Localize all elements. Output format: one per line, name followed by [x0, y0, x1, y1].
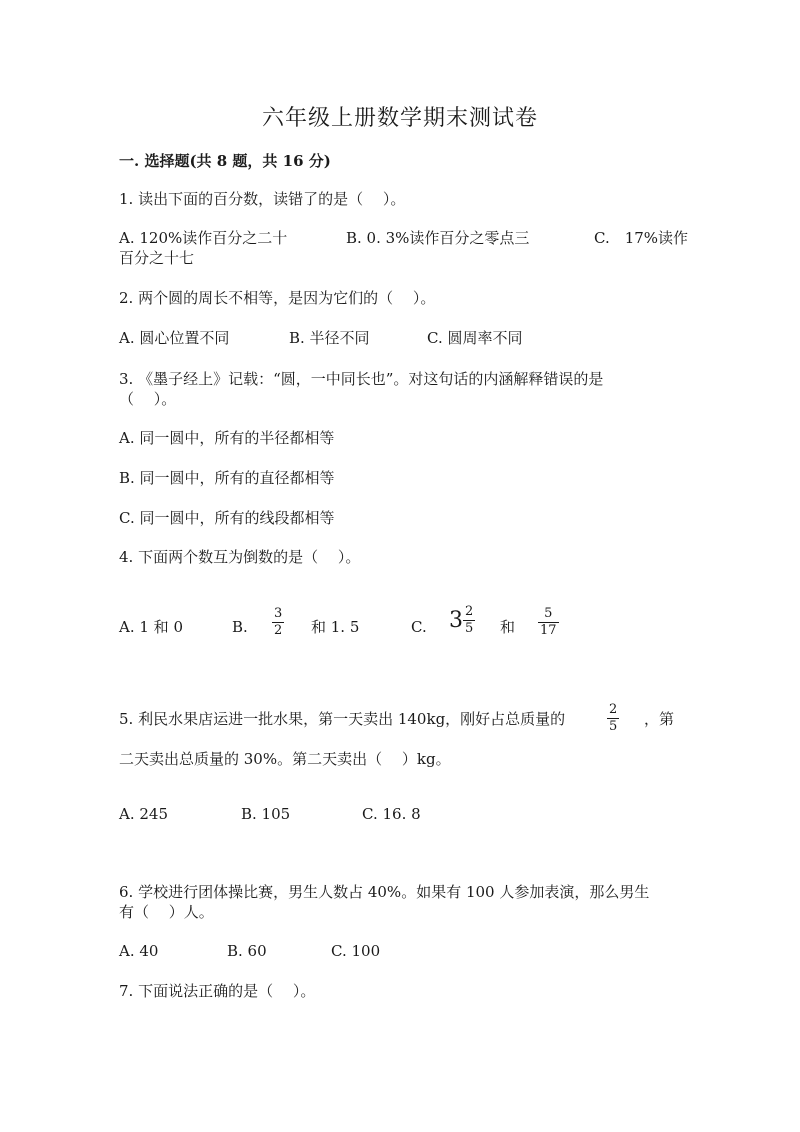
question-3-stem-line-2: （ ）。	[119, 390, 177, 408]
question-1-stem: 1. 读出下面的百分数，读错了的是（ ）。	[119, 190, 406, 208]
question-4-option-c-label: C.	[411, 618, 427, 636]
fraction-numerator: 3	[274, 606, 283, 621]
question-2-option-a: A. 圆心位置不同	[119, 329, 230, 347]
fraction-numerator: 2	[465, 604, 474, 619]
question-1-option-b: B. 0. 3%读作百分之零点三	[346, 229, 530, 247]
question-2-stem: 2. 两个圆的周长不相等，是因为它们的（ ）。	[119, 289, 436, 307]
question-3-option-b: B. 同一圆中，所有的直径都相等	[119, 469, 335, 487]
question-4-option-a: A. 1 和 0	[119, 618, 183, 636]
question-6-option-a: A. 40	[119, 942, 159, 960]
question-7-stem: 7. 下面说法正确的是（ ）。	[119, 982, 316, 1000]
question-4-option-b-label: B.	[232, 618, 248, 636]
question-1-option-c-continued: 百分之十七	[119, 249, 195, 267]
question-6-stem-line-2: 有（ ）人。	[119, 903, 214, 921]
question-1-option-a: A. 120%读作百分之二十	[119, 229, 288, 247]
page-title: 六年级上册数学期末测试卷	[261, 106, 538, 131]
mixed-number-whole: 3	[449, 608, 463, 633]
fraction-denominator: 17	[540, 623, 557, 638]
question-4-option-c-fraction	[538, 607, 559, 638]
question-2-option-b: B. 半径不同	[289, 329, 370, 347]
fraction-numerator: 5	[544, 606, 553, 621]
question-5-stem-line-1: 5. 利民水果店运进一批水果，第一天卖出 140kg，刚好占总质量的	[119, 710, 566, 728]
fraction-denominator: 5	[465, 621, 474, 636]
question-3-option-a: A. 同一圆中，所有的半径都相等	[119, 429, 335, 447]
question-2-option-c: C. 圆周率不同	[427, 329, 523, 347]
question-6-option-b: B. 60	[227, 942, 267, 960]
section-heading: 一. 选择题(共 8 题，共 16 分)	[119, 152, 331, 170]
question-4-option-c-and: 和	[500, 618, 516, 636]
question-4-option-c-mixed-number	[449, 605, 475, 636]
question-5-fraction	[607, 703, 619, 734]
question-3-option-c: C. 同一圆中，所有的线段都相等	[119, 509, 335, 527]
fraction-denominator: 5	[609, 719, 618, 734]
question-6-option-c: C. 100	[331, 942, 381, 960]
fraction-numerator: 2	[609, 702, 618, 717]
question-3-stem-line-1: 3. 《墨子经上》记载：“圆，一中同长也”。对这句话的内涵解释错误的是	[119, 370, 604, 388]
question-6-stem-line-1: 6. 学校进行团体操比赛，男生人数占 40%。如果有 100 人参加表演，那么男生	[119, 883, 650, 901]
question-5-stem-line-2: 二天卖出总质量的 30%。第二天卖出（ ）kg。	[119, 750, 451, 768]
question-5-stem-line-1-end: ，第	[644, 710, 675, 728]
question-4-stem: 4. 下面两个数互为倒数的是（ ）。	[119, 548, 361, 566]
question-4-option-b-fraction	[272, 607, 284, 638]
question-5-option-a: A. 245	[119, 805, 168, 823]
question-5-option-c: C. 16. 8	[362, 805, 421, 823]
question-4-option-b-rest: 和 1. 5	[311, 618, 360, 636]
fraction-denominator: 2	[274, 623, 283, 638]
question-5-option-b: B. 105	[241, 805, 291, 823]
question-1-option-c: C. 17%读作	[594, 229, 689, 247]
